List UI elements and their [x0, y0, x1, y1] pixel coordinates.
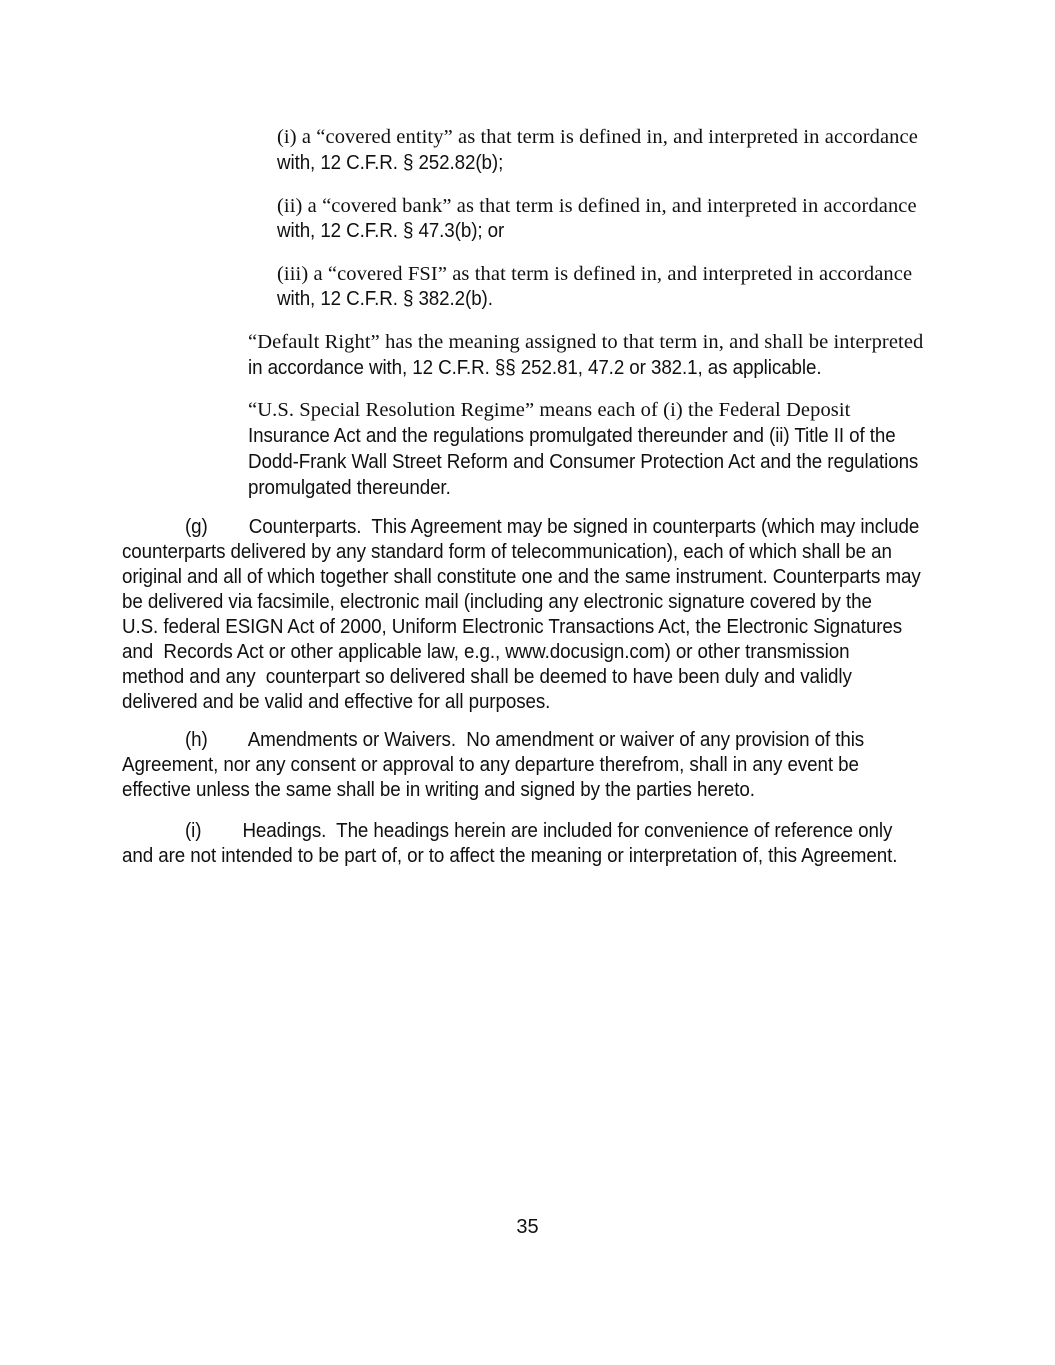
text-line: (ii) a “covered bank” as that term is defined in, and interpreted in accordance — [277, 195, 917, 217]
text-line: promulgated thereunder. — [248, 477, 451, 499]
text-line: Agreement, nor any consent or approval to any departure therefrom, shall in any event be — [122, 754, 859, 776]
text-line: (h) Amendments or Waivers. No amendment or waiver of any provision of this — [185, 729, 865, 751]
text-line: and are not intended to be part of, or to affect the meaning or interpretation of, this Agreement. — [122, 845, 898, 867]
text-line: and Records Act or other applicable law, e.g., www.docusign.com) or other transmission — [122, 641, 850, 663]
text-line: delivered and be valid and effective for all purposes. — [122, 691, 551, 713]
page-number: 35 — [516, 1216, 539, 1238]
text-line: with, 12 C.F.R. § 252.82(b); — [277, 152, 504, 174]
text-line: with, 12 C.F.R. § 47.3(b); or — [277, 220, 505, 242]
text-line: (iii) a “covered FSI” as that term is defined in, and interpreted in accordance — [277, 263, 913, 285]
text-line: (g) Counterparts. This Agreement may be signed in counterparts (which may include — [185, 516, 920, 538]
text-line: counterparts delivered by any standard form of telecommunication), each of which shall be an — [122, 541, 892, 563]
text-line: effective unless the same shall be in writing and signed by the parties hereto. — [122, 779, 755, 801]
text-line: Dodd-Frank Wall Street Reform and Consumer Protection Act and the regulations — [248, 451, 919, 473]
text-line: Insurance Act and the regulations promulgated thereunder and (ii) Title II of the — [248, 425, 896, 447]
text-line: be delivered via facsimile, electronic mail (including any electronic signature covered by the — [122, 591, 872, 613]
text-line: “Default Right” has the meaning assigned to that term in, and shall be interpreted — [248, 331, 924, 353]
text-line: with, 12 C.F.R. § 382.2(b). — [277, 288, 493, 310]
text-line: (i) a “covered entity” as that term is defined in, and interpreted in accordance — [277, 126, 918, 148]
text-line: method and any counterpart so delivered shall be deemed to have been duly and validly — [122, 666, 852, 688]
text-line: “U.S. Special Resolution Regime” means each of (i) the Federal Deposit — [248, 399, 851, 421]
text-line: U.S. federal ESIGN Act of 2000, Uniform Electronic Transactions Act, the Electronic Signatures — [122, 616, 903, 638]
text-line: (i) Headings. The headings herein are included for convenience of reference only — [185, 820, 893, 842]
text-line: in accordance with, 12 C.F.R. §§ 252.81, 47.2 or 382.1, as applicable. — [248, 357, 822, 379]
text-line: original and all of which together shall constitute one and the same instrument. Counterparts may — [122, 566, 921, 588]
